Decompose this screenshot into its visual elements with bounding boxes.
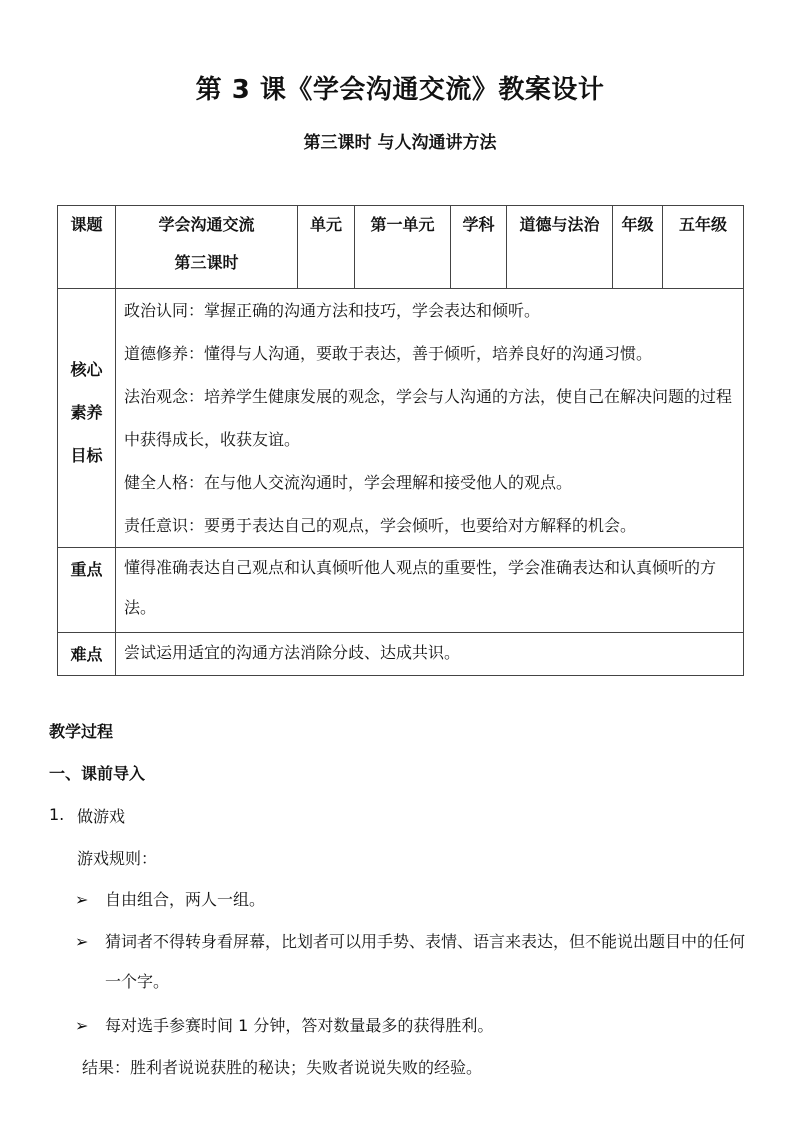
subject-label: 学科 <box>451 206 507 289</box>
objectives-label-line1: 核心 <box>70 360 103 379</box>
list-item <box>75 1006 765 1046</box>
section-intro-heading: 一、课前导入 <box>49 764 146 783</box>
key-point-label: 重点 <box>58 548 116 633</box>
rule-text: 猜词者不得转身看屏幕，比划者可以用手势、表情、语言来表达，但不能说出题目中的任何一个字。 <box>105 932 746 991</box>
difficult-point-row <box>58 633 744 676</box>
game-title: 做游戏 <box>77 807 126 826</box>
arrow-bullet-icon: ➢ <box>75 890 89 909</box>
unit-label: 单元 <box>298 206 355 289</box>
topic-value <box>116 206 298 289</box>
table-header-row <box>58 206 744 289</box>
topic-value-line2: 第三课时 <box>174 253 239 272</box>
arrow-bullet-icon: ➢ <box>75 932 89 951</box>
rules-label: 游戏规则： <box>77 849 158 868</box>
difficult-point-label: 难点 <box>58 633 116 676</box>
document-subtitle: 第三课时 与人沟通讲方法 <box>303 133 497 153</box>
objective-item: 道德修养：懂得与人沟通，要敢于表达，善于倾听，培养良好的沟通习惯。 <box>124 344 653 363</box>
topic-value-line1: 学会沟通交流 <box>158 215 255 234</box>
objectives-label <box>58 289 116 548</box>
lesson-info-table <box>57 205 744 676</box>
objective-item: 政治认同：掌握正确的沟通方法和技巧，学会表达和倾听。 <box>124 301 541 320</box>
list-item <box>75 922 765 1002</box>
difficult-point-text: 尝试运用适宜的沟通方法消除分歧、达成共识。 <box>116 633 744 676</box>
arrow-bullet-icon: ➢ <box>75 1016 89 1035</box>
topic-label: 课题 <box>58 206 116 289</box>
document-title: 第 3 课《学会沟通交流》教案设计 <box>195 75 605 105</box>
objective-item: 健全人格：在与他人交流沟通时，学会理解和接受他人的观点。 <box>124 473 573 492</box>
objectives-content <box>116 289 744 548</box>
rule-text: 自由组合，两人一组。 <box>105 890 266 909</box>
objective-item: 责任意识：要勇于表达自己的观点，学会倾听，也要给对方解释的机会。 <box>124 516 637 535</box>
game-result: 结果：胜利者说说获胜的秘诀；失败者说说失败的经验。 <box>82 1058 483 1077</box>
objectives-row <box>58 289 744 548</box>
grade-value: 五年级 <box>663 206 744 289</box>
key-point-row <box>58 548 744 633</box>
unit-value: 第一单元 <box>355 206 451 289</box>
list-number: 1. <box>49 805 65 824</box>
teaching-process-heading: 教学过程 <box>49 722 114 741</box>
subject-value: 道德与法治 <box>507 206 613 289</box>
objectives-label-line3: 目标 <box>70 446 103 465</box>
list-item <box>75 880 765 920</box>
objectives-label-line2: 素养 <box>70 403 103 422</box>
key-point-text: 懂得准确表达自己观点和认真倾听他人观点的重要性，学会准确表达和认真倾听的方法。 <box>116 548 744 633</box>
grade-label: 年级 <box>613 206 663 289</box>
rule-text: 每对选手参赛时间 1 分钟，答对数量最多的获得胜利。 <box>105 1016 494 1035</box>
objective-item: 法治观念：培养学生健康发展的观念，学会与人沟通的方法，使自己在解决问题的过程中获得成长，收获友谊。 <box>124 387 733 449</box>
